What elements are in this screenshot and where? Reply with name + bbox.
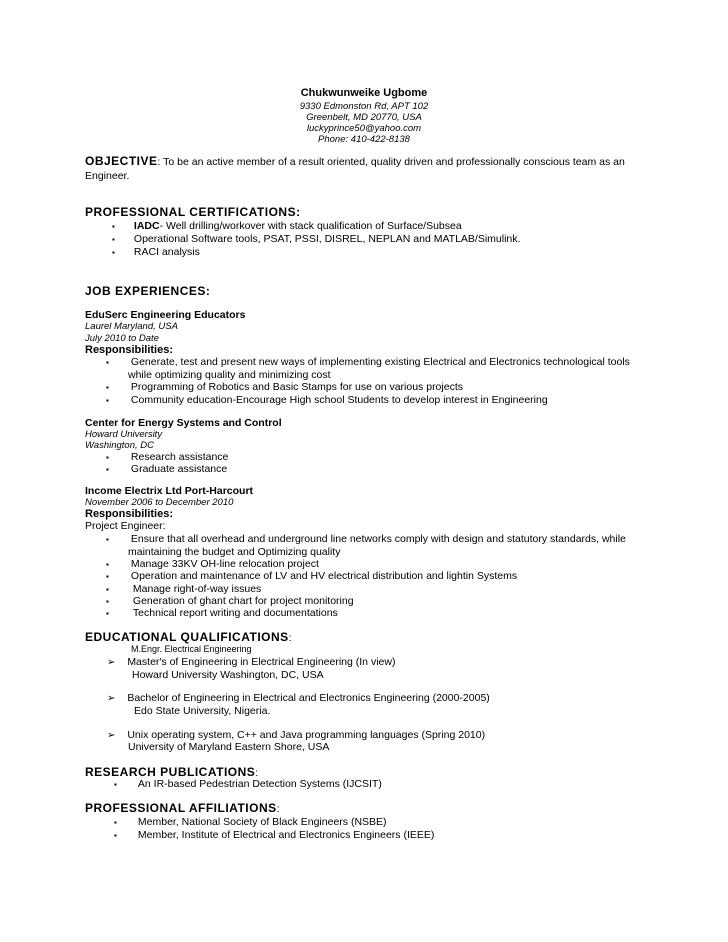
square-bullet-icon: ▪ [114,818,117,827]
research-heading: RESEARCH PUBLICATIONS [85,765,256,779]
square-bullet-icon: ▪ [106,597,109,606]
address-line-1: 9330 Edmonston Rd, APT 102 [299,101,429,112]
arrow-bullet-icon: ➢ [107,657,116,668]
affiliation-item-1 [114,816,387,829]
job3-resp-3 [106,570,517,583]
objective-line-1 [85,155,625,169]
job1-resp-2-text: Programming of Robotics and Basic Stamps for use on various projects [130,381,463,393]
job3-organization: Income Electrix Ltd Port-Harcourt [85,485,254,497]
research-item-1 [114,778,382,791]
job3-resp-6 [106,607,338,620]
cert-item-2-text: Operational Software tools, PSAT, PSSI, DISREL, NEPLAN and MATLAB/Simulink. [133,233,521,245]
email-address: luckyprince50@yahoo.com [306,123,422,134]
cert-item-3 [112,246,200,259]
square-bullet-icon: ▪ [106,358,109,367]
square-bullet-icon: ▪ [106,609,109,618]
research-heading-colon: : [255,767,259,779]
education-item-1-school: Howard University Washington, DC, USA [132,669,324,681]
applicant-name: Chukwunweike Ugbome [300,87,428,99]
research-item-1-text: An IR-based Pedestrian Detection Systems (IJCSIT) [137,778,382,790]
square-bullet-icon: ▪ [114,831,117,840]
address-line-2: Greenbelt, MD 20770, USA [306,112,422,123]
cert-item-1-text: - Well drilling/workover with stack qualification of Surface/Subsea [159,220,462,232]
square-bullet-icon: ▪ [106,465,109,474]
square-bullet-icon: ▪ [106,572,109,581]
square-bullet-icon: ▪ [114,780,117,789]
job2-resp-1-text: Research assistance [130,451,229,463]
cert-item-1 [112,220,462,233]
education-heading: EDUCATIONAL QUALIFICATIONS [85,630,289,644]
job3-resp-6-text: Technical report writing and documentations [132,607,338,619]
jobs-heading: JOB EXPERIENCES: [85,284,211,298]
job3-resp-2-text: Manage 33KV OH-line relocation project [130,558,319,570]
objective-text: : To be an active member of a result oriented, quality driven and professionally conscious team as an [157,156,625,168]
job1-resp-1 [106,356,630,369]
education-item-2 [107,692,490,705]
cert-item-2 [112,233,520,246]
square-bullet-icon: ▪ [106,396,109,405]
square-bullet-icon: ▪ [106,585,109,594]
job1-resp-3 [106,394,548,407]
education-item-1-degree: Master's of Engineering in Electrical Engineering (In view) [127,656,396,668]
education-item-3-course: Unix operating system, C++ and Java programming languages (Spring 2010) [127,729,486,741]
education-item-2-degree: Bachelor of Engineering in Electrical and Electronics Engineering (2000-2005) [127,692,490,704]
job2-resp-2 [106,463,227,476]
education-item-3-school: University of Maryland Eastern Shore, USA [128,741,330,753]
job1-resp-1-cont: while optimizing quality and minimizing cost [128,369,331,381]
affiliation-item-2-text: Member, Institute of Electrical and Electronics Engineers (IEEE) [137,829,435,841]
job2-city: Washington, DC [85,440,154,451]
affiliations-heading: PROFESSIONAL AFFILIATIONS [85,801,277,815]
education-item-2-school: Edo State University, Nigeria. [134,705,271,717]
job1-resp-3-text: Community education-Encourage High school Students to develop interest in Engineering [130,394,548,406]
job3-resp-3-text: Operation and maintenance of LV and HV electrical distribution and lightin Systems [130,570,518,582]
job1-responsibilities-label: Responsibilities: [85,344,174,356]
education-item-1 [107,656,395,669]
job1-resp-1-text: Generate, test and present new ways of implementing existing Electrical and Electronics technological tools [130,356,630,368]
job2-location: Howard University [85,429,163,440]
job2-organization: Center for Energy Systems and Control [85,417,282,429]
certifications-heading: PROFESSIONAL CERTIFICATIONS: [85,205,301,219]
job3-dates: November 2006 to December 2010 [85,497,234,508]
job3-resp-4-text: Manage right-of-way issues [132,583,262,595]
affiliations-heading-colon: : [276,803,280,815]
arrow-bullet-icon: ➢ [107,730,116,741]
job3-resp-1-cont: maintaining the budget and Optimizing quality [128,546,341,558]
square-bullet-icon: ▪ [106,560,109,569]
affiliations-heading-line [85,801,280,816]
cert-item-1-bold: IADC [133,220,160,232]
phone-number: Phone: 410-422-8138 [318,134,410,145]
affiliation-item-1-text: Member, National Society of Black Engineers (NSBE) [137,816,387,828]
job3-role: Project Engineer: [85,520,166,532]
education-heading-line [85,630,292,645]
square-bullet-icon: ▪ [106,535,109,544]
objective-label: OBJECTIVE [85,154,158,168]
education-note: M.Engr. Electrical Engineering [131,644,252,654]
square-bullet-icon: ▪ [106,383,109,392]
objective-line-2: Engineer. [85,170,130,182]
job2-resp-2-text: Graduate assistance [130,463,228,475]
job3-responsibilities-label: Responsibilities: [85,508,174,520]
job1-location: Laurel Maryland, USA [85,321,178,332]
job1-dates: July 2010 to Date [85,333,159,344]
affiliation-item-2 [114,829,434,842]
arrow-bullet-icon: ➢ [107,693,116,704]
job3-resp-5-text: Generation of ghant chart for project monitoring [132,595,354,607]
square-bullet-icon: ▪ [106,453,109,462]
education-heading-colon: : [288,632,292,644]
job3-resp-1 [106,533,626,546]
job3-resp-1-text: Ensure that all overhead and underground line networks comply with design and statutory standards, while [130,533,626,545]
job1-organization: EduSerc Engineering Educators [85,309,246,321]
cert-item-3-text: RACI analysis [133,246,200,258]
square-bullet-icon: ▪ [112,235,115,244]
square-bullet-icon: ▪ [112,222,115,231]
job1-resp-2 [106,381,463,394]
square-bullet-icon: ▪ [112,248,115,257]
